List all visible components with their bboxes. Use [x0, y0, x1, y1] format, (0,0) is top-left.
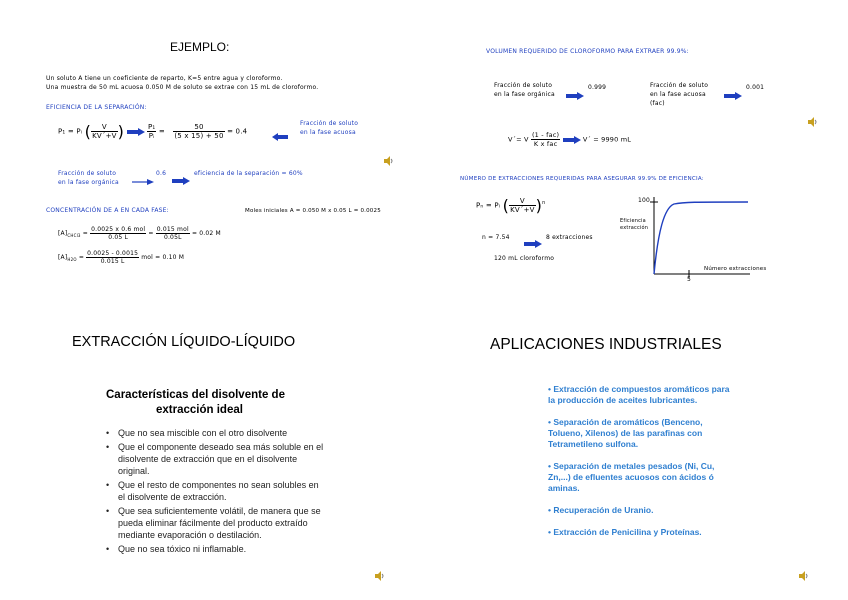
slide-industrial-applications: [424, 300, 848, 600]
chart-y-label-1: Eficiencia: [620, 218, 646, 224]
eq-pi: Pᵢ: [148, 132, 155, 140]
section-heading-efficiency: EFICIENCIA DE LA SEPARACIÓN:: [46, 104, 147, 111]
eq-p1: P₁: [147, 123, 156, 131]
org-fraction-2: en la fase orgánica: [58, 179, 119, 186]
list-item: • Extracción de compuestos aromáticos para la producción de aceites lubricantes.: [548, 384, 730, 405]
note-aqueous-1: Fracción de soluto: [300, 120, 359, 127]
slide-title: EXTRACCIÓN LÍQUIDO-LÍQUIDO: [72, 334, 296, 350]
aq-value: 0.001: [746, 84, 765, 91]
chart-x-tick-label: 5: [687, 276, 692, 283]
vol-num: (1 - fac): [531, 131, 560, 139]
list-item: • Que no sea tóxico ni inflamable.: [104, 543, 326, 555]
slide-volume: [424, 0, 848, 300]
slide-title: APLICACIONES INDUSTRIALES: [490, 336, 722, 353]
org-fraction-1: Fracción de soluto: [58, 170, 117, 177]
vol-den: K x fac: [533, 140, 558, 148]
slide-title: EJEMPLO:: [170, 40, 230, 54]
vol-result: V´ = 9990 mL: [582, 135, 632, 144]
eq-lhs: P₁ = Pᵢ: [58, 127, 83, 136]
vol-lhs: V´= V: [508, 135, 529, 144]
list-item: • Separación de metales pesados (Ni, Cu, Zn,...) de efluentes acuosos con ácidos ó aminas.: [548, 461, 715, 493]
equation-efficiency: P₁ = Pᵢ ( $\frac{V}{KV´+V}$ ) $\frac{\text{P₁}}{\text{Pᵢ}}$ = $\frac{50}{(5 x 15) + 50}$ = 0.4: [58, 122, 248, 141]
conc-org-den1: 0.05 L: [108, 234, 129, 241]
list-item: • Extracción de Penicilina y Proteínas.: [548, 527, 702, 537]
eq-result: = 0.4: [227, 127, 248, 136]
conc-aq-num: 0.0025 - 0.0015: [87, 250, 139, 257]
right-arrow-icon: [566, 85, 584, 104]
org-fraction-2: en la fase orgánica: [494, 91, 555, 98]
conc-org-sub: CHCl3: [67, 233, 81, 239]
efficiency-result: eficiencia de la separación = 60%: [194, 170, 303, 177]
right-arrow-icon: [172, 170, 190, 189]
pn-exp: n: [542, 200, 546, 207]
left-arrow-icon: [272, 126, 288, 145]
solvent-criteria-list: [104, 427, 326, 557]
intro-line-2: Una muestra de 50 mL acuosa 0.050 M de soluto se extrae con 15 mL de cloroformo.: [46, 84, 319, 91]
eq-den: (5 x 15) + 50: [174, 132, 224, 140]
slide-title: VOLUMEN REQUERIDO DE CLOROFORMO PARA EXTRAER 99.9%:: [486, 48, 689, 55]
eq-num: 50: [173, 123, 224, 132]
right-arrow-icon: [127, 128, 145, 136]
pn-lhs: Pₙ = Pᵢ: [476, 201, 501, 210]
list-item: • Que sea suficientemente volátil, de manera que se pueda eliminar fácilmente del producto extraído mediante evaporación o destilación.: [104, 505, 326, 541]
speaker-icon[interactable]: [383, 151, 393, 161]
speaker-icon[interactable]: [374, 566, 384, 576]
subtitle-line-1: Características del disolvente de: [106, 389, 285, 401]
conc-org-num1: 0.0025 x 0.6 mol: [91, 226, 146, 233]
intro-line-1: Un soluto A tiene un coeficiente de reparto, K=5 entre agua y cloroformo.: [46, 75, 283, 82]
moles-initial: Moles iniciales A = 0.050 M x 0.05 L = 0.0025: [245, 208, 381, 214]
list-item: • Que no sea miscible con el otro disolvente: [104, 427, 326, 439]
conc-org-label: [A]: [58, 230, 68, 237]
right-arrow-icon: [524, 233, 542, 252]
volume-equation: [508, 131, 631, 148]
section-heading-extractions: NÚMERO DE EXTRACCIONES REQUERIDAS PARA ASEGURAR 99.9% DE EFICIENCIA:: [460, 176, 704, 182]
eq-kv: KV´+V: [92, 132, 117, 140]
list-item: • Separación de aromáticos (Benceno, Tolueno, Xilenos) de las parafinas con Tetrametileno sulfona.: [548, 417, 703, 449]
speaker-icon[interactable]: [798, 566, 808, 576]
pn-den: KV´+V: [510, 206, 535, 214]
efficiency-curve: [654, 202, 748, 274]
aq-fraction-1: Fracción de soluto: [650, 82, 709, 89]
slide-liquid-extraction: [0, 300, 424, 600]
conc-aq-label: [A]: [58, 254, 68, 261]
aq-fraction-3: (fac): [650, 100, 665, 107]
section-heading-concentration: CONCENTRACIÓN DE A EN CADA FASE:: [46, 207, 169, 214]
conc-aq-result: mol = 0.10 M: [141, 254, 185, 261]
conc-aq-den: 0.015 L: [100, 258, 125, 265]
right-arrow-icon: [132, 171, 154, 190]
n-value: n = 7.54: [482, 234, 510, 241]
list-item: • Que el componente deseado sea más soluble en el disolvente de extracción que en el disolvente original.: [104, 441, 326, 477]
applications-list: [548, 384, 734, 549]
chart-x-label: Número extracciones: [704, 266, 767, 272]
subtitle-line-2: extracción ideal: [156, 404, 243, 416]
conc-org-num2: 0.015 mol: [156, 226, 189, 233]
conc-organic: $[A]_{CHCl3}$ = $\frac{\text{0.0025 x 0.6 mol}}{0.05 L}$ = $\frac{\text{0.015 mol}}{0.05L}$ = 0.02 M: [58, 226, 221, 241]
conc-org-den2: 0.05L: [163, 234, 182, 241]
org-value: 0.999: [588, 84, 607, 91]
chart-y-label-2: extracción: [620, 225, 649, 231]
conc-org-result: = 0.02 M: [191, 230, 221, 237]
list-item: • Que el resto de componentes no sean solubles en el disolvente de extracción.: [104, 479, 326, 503]
aq-fraction-2: en la fase acuosa: [650, 91, 706, 98]
org-value: 0.6: [156, 170, 167, 177]
slide-example: [0, 0, 424, 300]
speaker-icon[interactable]: [807, 112, 817, 122]
conc-aq-sub: H2O: [67, 257, 77, 263]
org-fraction-1: Fracción de soluto: [494, 82, 553, 89]
eq-equals: =: [158, 127, 165, 136]
chloroform-volume: 120 mL cloroformo: [494, 255, 555, 262]
conc-aqueous: $[A]_{H2O}$ = $\frac{0.0025 - 0.0015}{0.015 L}$ mol = 0.10 M: [58, 250, 185, 265]
right-arrow-icon: [724, 85, 742, 104]
pn-equation: Pₙ = Pᵢ ( $\frac{V}{KV´+V}$ )$^n$: [476, 196, 546, 215]
pn-num: V: [509, 197, 536, 206]
eq-v: V: [101, 123, 107, 131]
n-result: 8 extracciones: [546, 234, 593, 241]
note-aqueous-2: en la fase acuosa: [300, 129, 356, 136]
right-arrow-icon: [563, 136, 581, 144]
chart-y-top: 100: [638, 197, 651, 204]
list-item: • Recuperación de Uranio.: [548, 505, 654, 515]
